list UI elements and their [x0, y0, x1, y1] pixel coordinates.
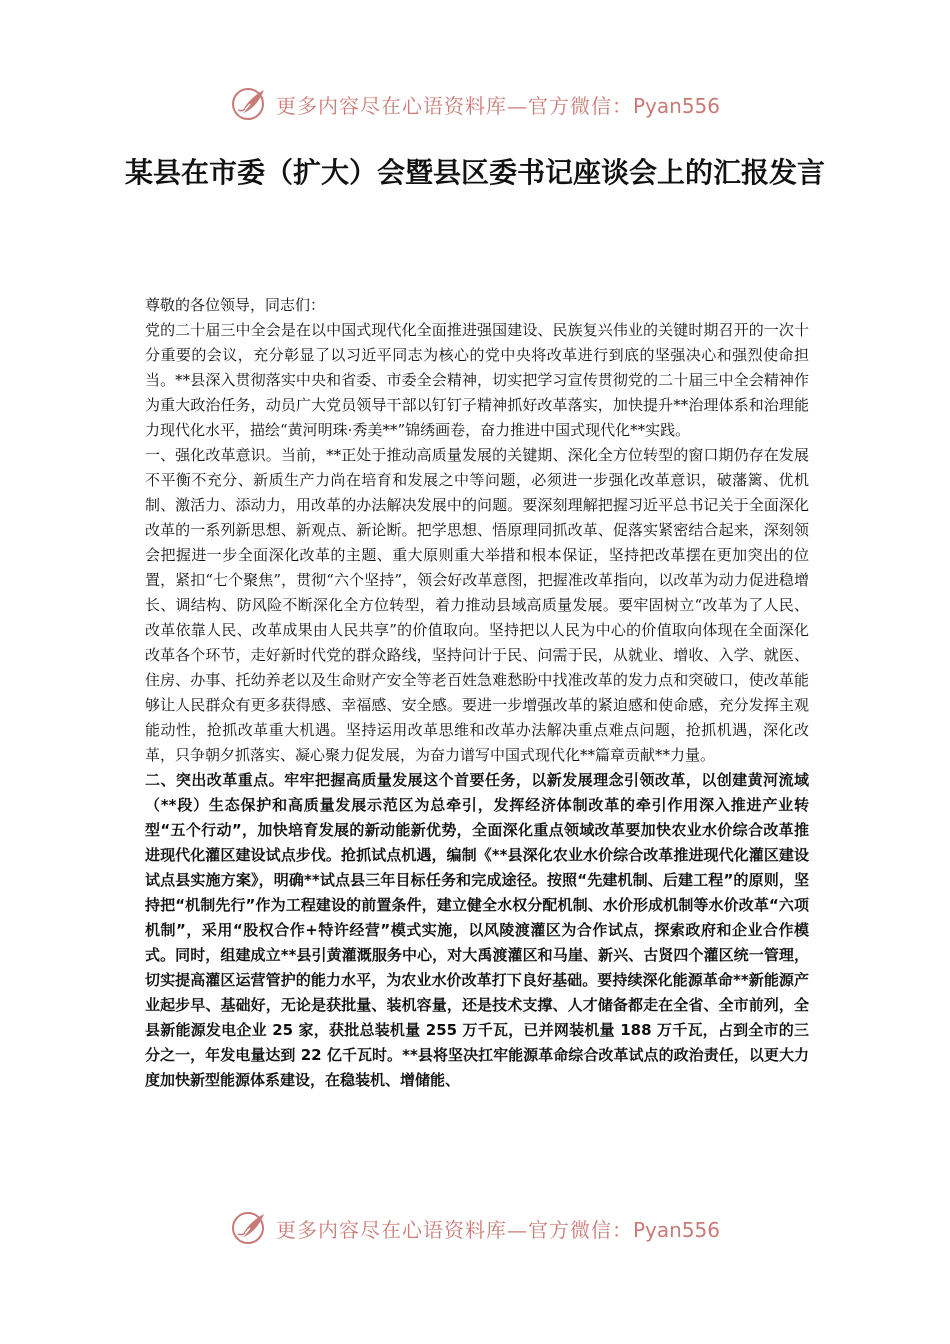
document-body — [145, 293, 809, 1093]
quill-logo-icon — [230, 84, 270, 124]
watermark-header — [0, 84, 950, 124]
paragraph: 党的二十届三中全会是在以中国式现代化全面推进强国建设、民族复兴伟业的关键时期召开的一次十分重要的会议，充分彰显了以习近平同志为核心的党中央将改革进行到底的坚强决心和强烈使命担当。**县深入贯彻落实中央和省委、市委全会精神，切实把学习宣传贯彻党的二十届三中全会精神作为重大政治任务，动员广大党员领导干部以钉钉子精神抓好改革落实，加快提升**治理体系和治理能力现代化水平，描绘“黄河明珠·秀美**”锦绣画卷，奋力推进中国式现代化**实践。 — [145, 321, 809, 439]
quill-logo-icon — [230, 1208, 270, 1248]
watermark-footer — [0, 1208, 950, 1248]
document-title: 某县在市委（扩大）会暨县区委书记座谈会上的汇报发言 — [124, 156, 825, 189]
watermark-text: 更多内容尽在心语资料库—官方微信：Pyan556 — [275, 1217, 720, 1242]
watermark-text: 更多内容尽在心语资料库—官方微信：Pyan556 — [275, 93, 720, 118]
paragraph: 一、强化改革意识。当前，**正处于推动高质量发展的关键期、深化全方位转型的窗口期仍存在发展不平衡不充分、新质生产力尚在培育和发展之中等问题，必须进一步强化改革意识，破藩篱、优机制、激活力、添动力，用改革的办法解决发展中的问题。要深刻理解把握习近平总书记关于全面深化改革的一系列新思想、新观点、新论断。把学思想、悟原理同抓改革、促落实紧密结合起来，深刻领会把握进一步全面深化改革的主题、重大原则重大举措和根本保证，坚持把改革摆在更加突出的位置，紧扣“七个聚焦”，贯彻“六个坚持”，领会好改革意图，把握准改革指向，以改革为动力促进稳增长、调结构、防风险不断深化全方位转型，着力推动县域高质量发展。要牢固树立“改革为了人民、改革依靠人民、改革成果由人民共享”的价值取向。坚持把以人民为中心的价值取向体现在全面深化改革各个环节，走好新时代党的群众路线，坚持问计于民、问需于民，从就业、增收、入学、就医、住房、办事、托幼养老以及生命财产安全等老百姓急难愁盼中找准改革的发力点和突破口，使改革能够让人民群众有更多获得感、幸福感、安全感。要进一步增强改革的紧迫感和使命感，充分发挥主观能动性，抢抓改革重大机遇。坚持运用改革思维和改革办法解决重点难点问题，抢抓机遇，深化改革，只争朝夕抓落实、凝心聚力促发展，为奋力谱写中国式现代化**篇章贡献**力量。 — [145, 446, 809, 764]
salutation: 尊敬的各位领导，同志们： — [145, 296, 326, 314]
paragraph-bold: 二、突出改革重点。牢牢把握高质量发展这个首要任务，以新发展理念引领改革，以创建黄河流域（**段）生态保护和高质量发展示范区为总牵引，发挥经济体制改革的牵引作用深入推进产业转型“五个行动”，加快培育发展的新动能新优势，全面深化重点领域改革要加快农业水价综合改革推进现代化灌区建设试点步伐。抢抓试点机遇，编制《**县深化农业水价综合改革推进现代化灌区建设试点县实施方案》，明确**试点县三年目标任务和完成途径。按照“先建机制、后建工程”的原则，坚持把“机制先行”作为工程建设的前置条件，建立健全水权分配机制、水价形成机制等水价改革“六项机制”，采用“股权合作+特许经营”模式实施，以风陵渡灌区为合作试点，探索政府和企业合作模式。同时，组建成立**县引黄灌溉服务中心，对大禹渡灌区和马崖、新兴、古贤四个灌区统一管理，切实提高灌区运营管护的能力水平，为农业水价改革打下良好基础。要持续深化能源革命**新能源产业起步早、基础好，无论是获批量、装机容量，还是技术支撑、人才储备都走在全省、全市前列，全县新能源发电企业 25 家，获批总装机量 255 万千瓦，已并网装机量 188 万千瓦，占到全市的三分之一，年发电量达到 22 亿千瓦时。**县将坚决扛牢能源革命综合改革试点的政治责任，以更大力度加快新型能源体系建设，在稳装机、增储能、 — [145, 771, 809, 1089]
